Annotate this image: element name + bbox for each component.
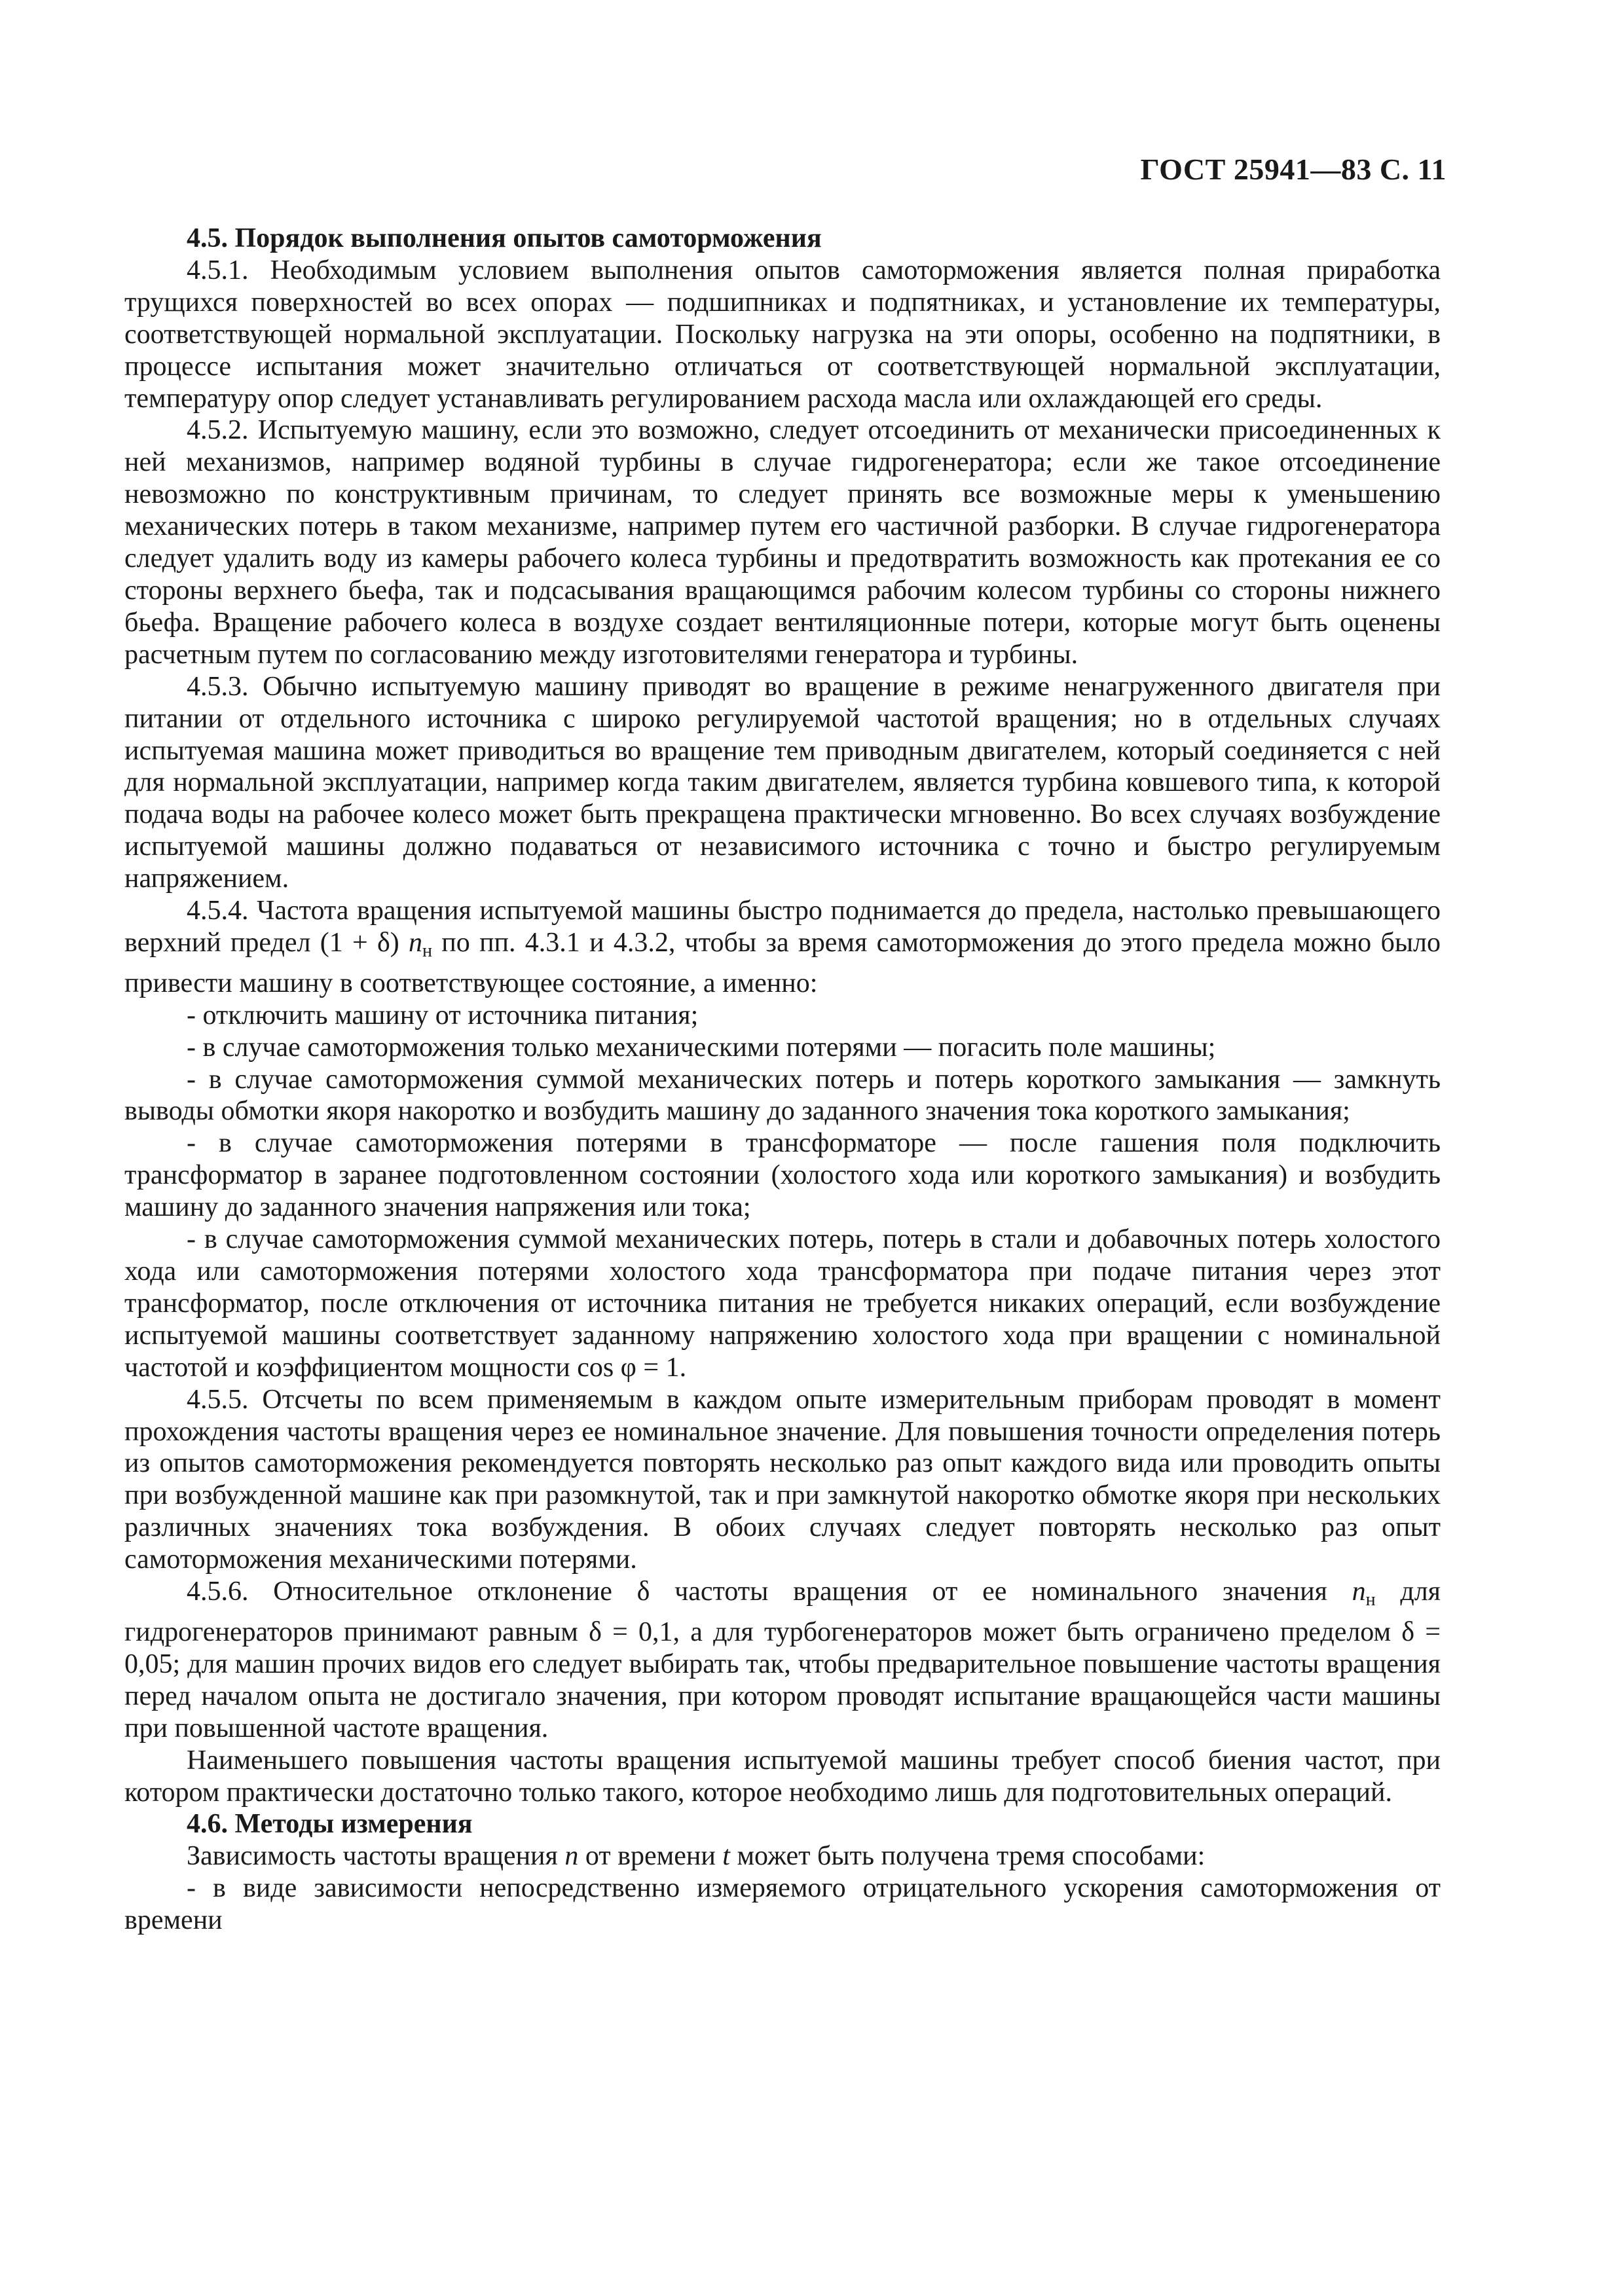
subscript-n: н xyxy=(422,940,433,961)
list-item: - в случае самоторможения потерями в трансформаторе — после гашения поля подключить трансформатор в заранее подготовленном состоянии (холостого хода или короткого замыкания) и возбудить машину до заданного значения напряжения или тока; xyxy=(124,1128,1441,1223)
list-item: - в случае самоторможения суммой механических потерь и потерь короткого замыкания — замкнуть выводы обмотки якоря накоротко и возбудить машину до заданного значения тока короткого замыкания; xyxy=(124,1064,1441,1127)
list-item: - в случае самоторможения только механическими потерями — погасить поле машины; xyxy=(187,1032,1216,1063)
paragraph-4-6-intro xyxy=(124,1840,1441,1872)
symbol-n: n xyxy=(564,1841,579,1872)
section-heading-4-5: 4.5. Порядок выполнения опытов самоторможения xyxy=(187,223,822,253)
paragraph-4-5-1: 4.5.1. Необходимым условием выполнения опытов самоторможения является полная приработка трущихся поверхностей во всех опорах — подшипниках и подпятниках, и установление их температуры, соответствующей нормальной эксплуатации. Поскольку нагрузка на эти опоры, особенно на подпятники, в процессе испытания может значительно отличаться от соответствующей нормальной эксплуатации, температуру опор следует устанавливать регулированием расхода масла или охлаждающей его среды. xyxy=(124,255,1441,414)
paragraph-4-5-4-text-a: 4.5.4. Частота вращения испытуемой машины быстро поднимается до предела, настолько превышающего верхний предел (1 + δ) xyxy=(124,896,1441,958)
paragraph-4-5-6-text-b: для гидрогенераторов принимают равным δ = 0,1, а для турбогенераторов может быть ограничено пределом δ = 0,05; для машин прочих видов его следует выбирать так, чтобы предварительное повышение частоты вращения перед началом опыта не достигало значения, при котором проводят испытание вращающейся части машины при повышенной частоте вращения. xyxy=(124,1576,1441,1743)
paragraph-4-5-4 xyxy=(124,895,1441,1000)
paragraph-4-5-6 xyxy=(124,1576,1441,1745)
paragraph-beat-method: Наименьшего повышения частоты вращения испытуемой машины требует способ биения частот, при котором практически достаточно только такого, которое необходимо лишь для подготовительных операций. xyxy=(124,1745,1441,1808)
symbol-n: n xyxy=(1352,1576,1366,1607)
symbol-t: t xyxy=(722,1841,730,1872)
page-header: ГОСТ 25941—83 С. 11 xyxy=(1140,153,1447,186)
list-item: - отключить машину от источника питания; xyxy=(187,1000,699,1030)
list-item: - в виде зависимости непосредственно измеряемого отрицательного ускорения самоторможения от времени xyxy=(124,1873,1441,1936)
document-body xyxy=(124,223,1441,1937)
paragraph-4-5-4-text-b: по пп. 4.3.1 и 4.3.2, чтобы за время самоторможения до этого предела можно было привести машину в соответствующее состояние, а именно: xyxy=(124,927,1441,998)
paragraph-4-5-5: 4.5.5. Отсчеты по всем применяемым в каждом опыте измерительным приборам проводят в момент прохождения частоты вращения через ее номинальное значение. Для повышения точности определения потерь из опытов самоторможения рекомендуется повторять несколько раз опыт каждого вида или проводить опыты при возбужденной машине как при разомкнутой, так и при замкнутой накоротко обмотке якоря при нескольких различных значениях тока возбуждения. В обоих случаях следует повторять несколько раз опыт самоторможения механическими потерями. xyxy=(124,1384,1441,1575)
section-heading-4-6: 4.6. Методы измерения xyxy=(187,1809,473,1840)
paragraph-4-5-6-text-a: 4.5.6. Относительное отклонение δ частоты вращения от ее номинального значения xyxy=(187,1576,1352,1607)
paragraph-4-6-text-a: Зависимость частоты вращения xyxy=(187,1841,565,1872)
symbol-n: n xyxy=(409,927,423,958)
subscript-n: н xyxy=(1365,1590,1376,1611)
paragraph-4-5-2: 4.5.2. Испытуемую машину, если это возможно, следует отсоединить от механически присоединенных к ней механизмов, например водяной турбины в случае гидрогенератора; если же такое отсоединение невозможно по конструктивным причинам, то следует принять все возможные меры к уменьшению механических потерь в таком механизме, например путем его частичной разборки. В случае гидрогенератора следует удалить воду из камеры рабочего колеса турбины и предотвратить возможность как протекания ее со стороны верхнего бьефа, так и подсасывания вращающимся рабочим колесом турбины со стороны нижнего бьефа. Вращение рабочего колеса в воздухе создает вентиляционные потери, которые могут быть оценены расчетным путем по согласованию между изготовителями генератора и турбины. xyxy=(124,415,1441,670)
paragraph-4-5-3: 4.5.3. Обычно испытуемую машину приводят во вращение в режиме ненагруженного двигателя при питании от отдельного источника с широко регулируемой частотой вращения; но в отдельных случаях испытуемая машина может приводиться во вращение тем приводным двигателем, который соединяется с ней для нормальной эксплуатации, например когда таким двигателем, является турбина ковшевого типа, к которой подача воды на рабочее колесо может быть прекращена практически мгновенно. Во всех случаях возбуждение испытуемой машины должно подаваться от независимого источника с точно и быстро регулируемым напряжением. xyxy=(124,671,1441,894)
paragraph-4-6-text-c: может быть получена тремя способами: xyxy=(729,1841,1206,1872)
list-item: - в случае самоторможения суммой механических потерь, потерь в стали и добавочных потерь холостого хода или самоторможения потерями холостого хода трансформатора при подаче питания через этот трансформатор, после отключения от источника питания не требуется никаких операций, если возбуждение испытуемой машины соответствует заданному напряжению холостого хода при вращении с номинальной частотой и коэффициентом мощности cos φ = 1. xyxy=(124,1224,1441,1383)
paragraph-4-6-text-b: от времени xyxy=(578,1841,723,1872)
